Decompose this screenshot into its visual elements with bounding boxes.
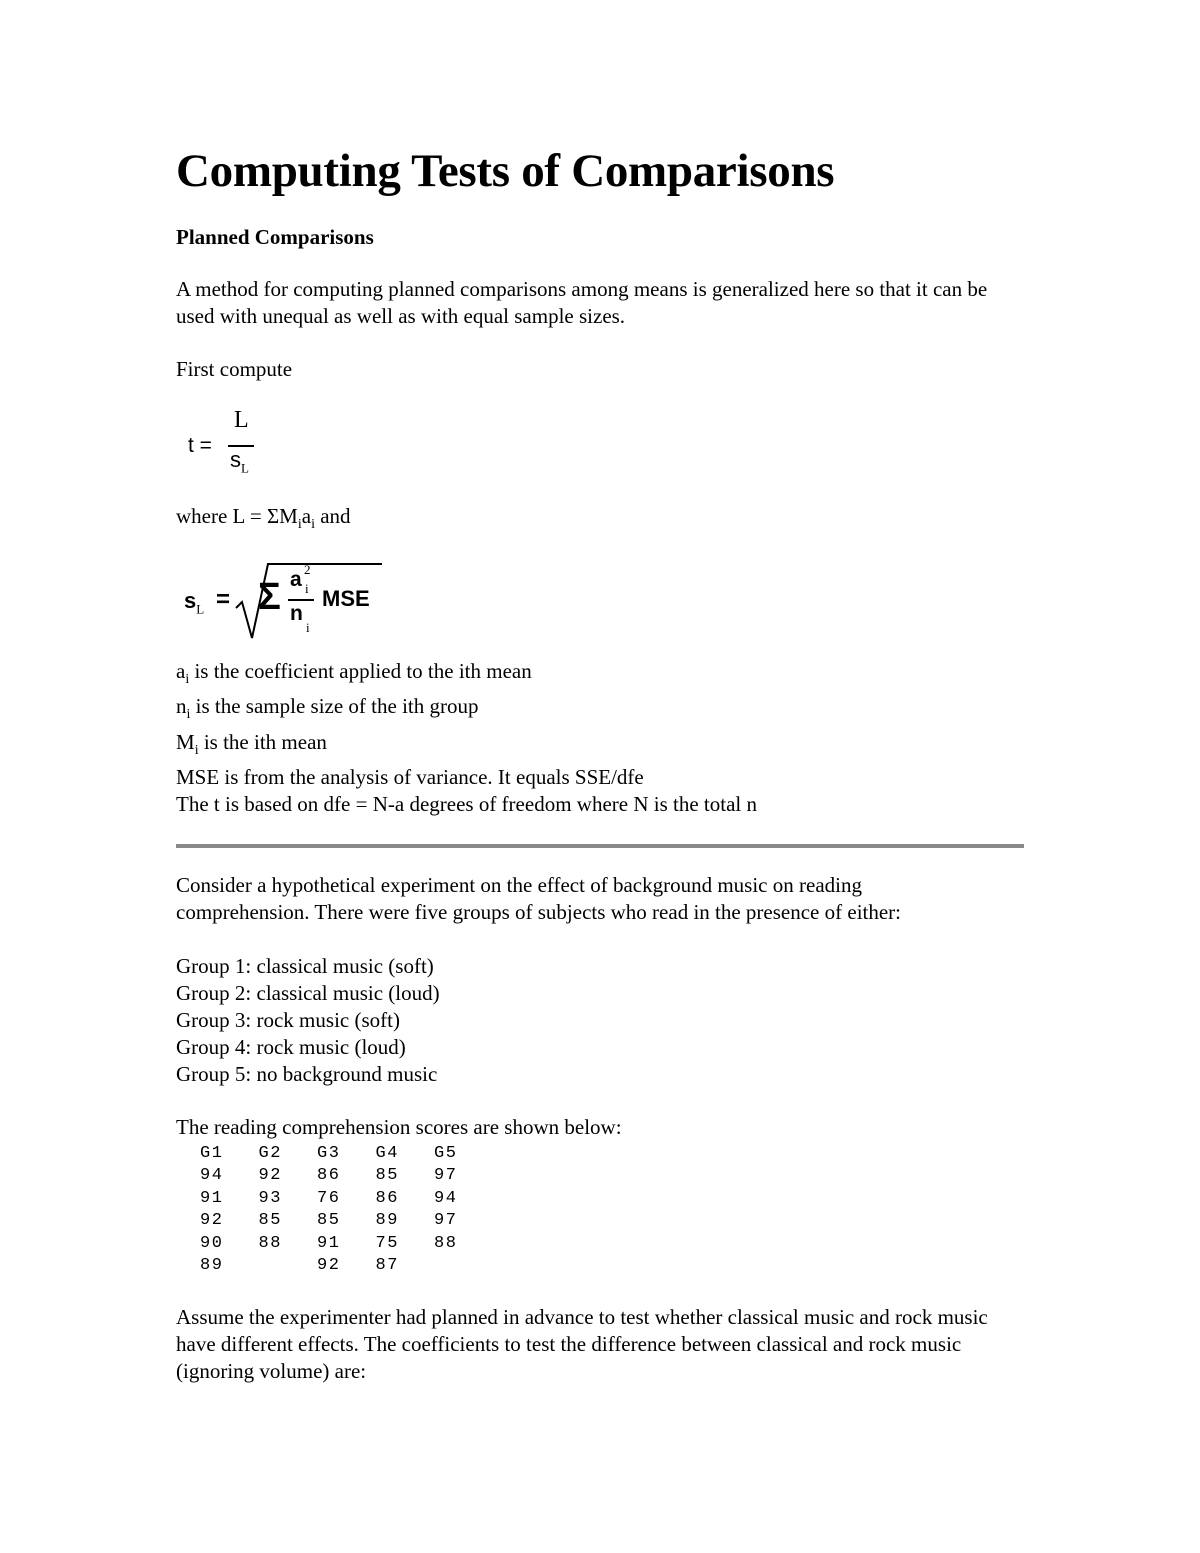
group-item: Group 2: classical music (loud): [176, 980, 440, 1005]
scores-header-cell: G3: [317, 1143, 341, 1163]
sl-formula-numerator: [290, 568, 302, 592]
scores-header-cell: G1: [200, 1143, 224, 1163]
table-row: [200, 1165, 1026, 1188]
t-formula-lhs: t =: [188, 434, 212, 457]
score-cell: 76: [317, 1188, 341, 1208]
score-cell: 86: [375, 1188, 399, 1208]
definition-subscript: i: [186, 707, 191, 723]
definition-symbol: n: [176, 694, 187, 719]
group-item: Group 4: rock music (loud): [176, 1034, 406, 1059]
group-item: Group 5: no background music: [176, 1061, 438, 1086]
definition-text: is the ith mean: [198, 729, 327, 754]
scores-table-header: [200, 1143, 1026, 1166]
sl-formula-lhs-sub: L: [196, 601, 205, 617]
table-row: [200, 1233, 1026, 1256]
definition-item: [176, 791, 1026, 818]
score-cell: 92: [317, 1256, 341, 1276]
score-cell: 94: [434, 1188, 458, 1208]
score-cell: 88: [258, 1233, 282, 1253]
definition-item: [176, 729, 1026, 764]
sl-formula-den-n: n: [290, 602, 303, 626]
table-row: [200, 1188, 1026, 1211]
scores-intro: The reading comprehension scores are shown below:: [176, 1114, 622, 1139]
sl-formula-mse: MSE: [322, 586, 370, 612]
closing-paragraph: Assume the experimenter had planned in advance to test whether classical music and rock music have different effects. The coefficients to test the difference between classical and rock music (ignoring volume) are:: [176, 1304, 988, 1383]
definition-item: [176, 658, 1026, 693]
t-formula-denominator-sub: L: [241, 460, 249, 476]
where-text-sub1: i: [297, 517, 302, 533]
scores-header-cell: G4: [375, 1143, 399, 1163]
horizontal-divider: [176, 844, 1024, 848]
experiment-paragraph: Consider a hypothetical experiment on the effect of background music on reading comprehension. There were five groups of subjects who read in the presence of either:: [176, 872, 902, 924]
sl-formula: [182, 562, 1026, 652]
score-cell: 92: [200, 1211, 224, 1231]
score-cell: [259, 1255, 318, 1278]
score-cell: 91: [317, 1233, 341, 1253]
sl-formula-denominator: [290, 602, 303, 626]
where-text-mid: a: [301, 504, 312, 528]
sl-formula-num-a: a: [290, 568, 302, 592]
score-cell: 85: [317, 1211, 341, 1231]
score-cell: 91: [200, 1188, 224, 1208]
page-title: Computing Tests of Comparisons: [176, 145, 835, 197]
t-formula-numerator: L: [234, 407, 249, 433]
groups-list: [176, 953, 1026, 1088]
sl-formula-den-sub: i: [306, 620, 310, 636]
score-cell: 89: [375, 1211, 399, 1231]
where-text-prefix: where L = ΣM: [176, 504, 298, 528]
sl-formula-sigma: Σ: [258, 576, 281, 619]
definition-symbol: a: [176, 659, 186, 684]
first-compute-text: First compute: [176, 357, 293, 381]
where-text-suffix: and: [314, 504, 351, 528]
score-cell: 87: [375, 1256, 399, 1276]
where-text: [176, 503, 1026, 538]
sl-formula-lhs: [184, 588, 204, 617]
definition-item: [176, 693, 1026, 728]
definition-text: The t is based on dfe = N-a degrees of freedom where N is the total n: [176, 791, 757, 816]
table-row: [200, 1255, 1026, 1278]
score-cell: 86: [317, 1166, 341, 1186]
intro-paragraph: A method for computing planned comparisons among means is generalized here so that it can be used with unequal as well as with equal sample sizes.: [176, 277, 988, 328]
sl-formula-lhs-s: s: [184, 588, 197, 614]
where-text-sub2: i: [311, 517, 315, 533]
definitions-list: [176, 658, 1026, 818]
section-heading: Planned Comparisons: [176, 225, 374, 249]
scores-header-cell: G5: [434, 1143, 458, 1163]
t-formula: [186, 407, 1026, 485]
definition-symbol: M: [176, 729, 195, 754]
definition-subscript: i: [194, 742, 199, 758]
score-cell: 90: [200, 1233, 224, 1253]
sl-formula-fraction-bar: [288, 599, 314, 601]
definition-text: is the coefficient applied to the ith mean: [189, 659, 532, 684]
group-item: Group 1: classical music (soft): [176, 953, 434, 978]
definition-item: [176, 764, 1026, 791]
score-cell: 97: [434, 1166, 458, 1186]
sl-formula-num-sup: 2: [304, 562, 311, 578]
table-row: [200, 1210, 1026, 1233]
definition-text: is the sample size of the ith group: [190, 694, 479, 719]
score-cell: 85: [258, 1211, 282, 1231]
t-formula-denominator-s: s: [230, 447, 241, 472]
scores-header-cell: G2: [258, 1143, 282, 1163]
score-cell: 85: [375, 1166, 399, 1186]
score-cell: 75: [375, 1233, 399, 1253]
scores-table: [200, 1143, 1026, 1278]
sl-formula-num-sub: i: [305, 581, 309, 597]
score-cell: 89: [200, 1256, 224, 1276]
score-cell: [434, 1255, 493, 1278]
score-cell: 92: [258, 1166, 282, 1186]
group-item: Group 3: rock music (soft): [176, 1007, 400, 1032]
score-cell: 97: [434, 1211, 458, 1231]
score-cell: 93: [258, 1188, 282, 1208]
definition-text: MSE is from the analysis of variance. It equals SSE/dfe: [176, 764, 644, 789]
score-cell: 94: [200, 1166, 224, 1186]
t-formula-denominator: [230, 447, 249, 476]
document-page: [176, 140, 1026, 1385]
score-cell: 88: [434, 1233, 458, 1253]
definition-subscript: i: [185, 672, 190, 688]
sl-formula-equals: =: [216, 586, 231, 614]
